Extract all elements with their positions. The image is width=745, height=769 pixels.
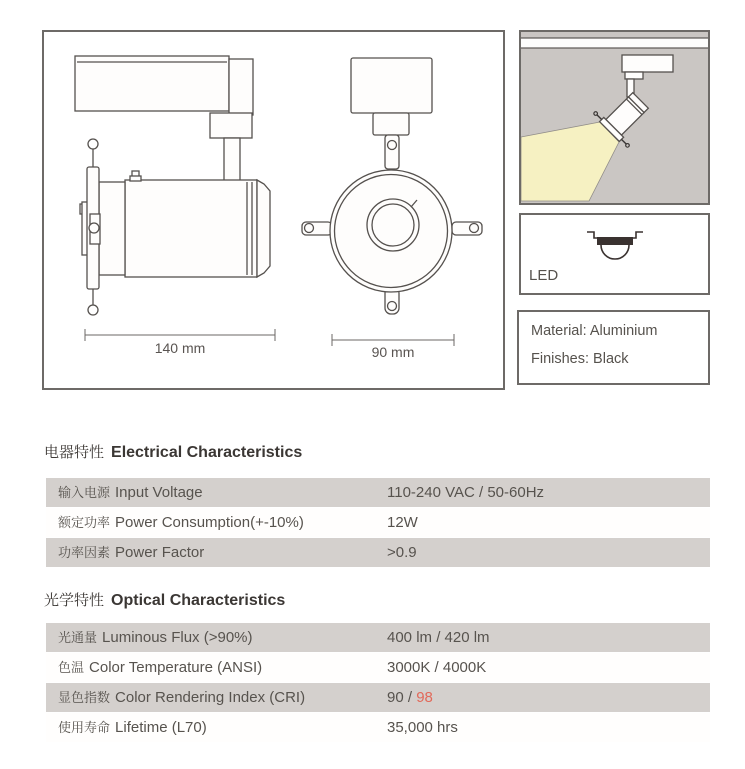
cri-highlight-value: 98 [416, 689, 433, 706]
section-title-zh: 光学特性 [44, 592, 105, 609]
table-row [46, 653, 710, 682]
row-label-zh: 显色指数 [58, 690, 111, 705]
table-row [46, 478, 710, 507]
section-title-en: Optical Characteristics [111, 592, 286, 609]
row-value: 12W [387, 514, 418, 531]
side-view-dimension: 140 mm [154, 340, 206, 356]
finishes-line: Finishes: Black [531, 351, 629, 367]
led-label: LED [529, 267, 559, 284]
technical-drawing-panel [42, 30, 505, 390]
row-value: 3000K / 4000K [387, 659, 487, 676]
front-view-drawing [302, 58, 482, 314]
row-label-en: Power Factor [115, 544, 205, 561]
optical-table [46, 623, 710, 743]
row-label-zh: 输入电源 [58, 485, 111, 500]
material-line: Material: Aluminium [531, 323, 658, 339]
row-label-en: Color Rendering Index (CRI) [115, 689, 306, 706]
table-row [46, 683, 710, 712]
installation-illustration [519, 30, 710, 205]
row-label-zh: 色温 [58, 660, 85, 675]
row-label-zh: 光通量 [58, 630, 98, 645]
row-value: >0.9 [387, 544, 417, 561]
section-title-optical [44, 589, 285, 610]
table-row [46, 538, 710, 567]
section-title-zh: 电器特性 [44, 444, 105, 461]
row-label-en: Luminous Flux (>90%) [102, 629, 253, 646]
led-source-box [519, 213, 710, 295]
row-value: 110-240 VAC / 50-60Hz [387, 484, 545, 501]
side-view-drawing [75, 56, 270, 315]
row-label-zh: 功率因素 [58, 545, 111, 560]
front-view-dimension: 90 mm [371, 344, 415, 360]
section-title-electrical [44, 441, 302, 462]
row-value: 35,000 hrs [387, 719, 458, 736]
material-info-box [517, 310, 710, 385]
row-value: 90 / 98 [387, 689, 433, 706]
table-row [46, 508, 710, 537]
section-title-en: Electrical Characteristics [111, 444, 303, 461]
row-label-zh: 使用寿命 [58, 720, 111, 735]
led-icon [585, 228, 645, 264]
row-value: 400 lm / 420 lm [387, 629, 490, 646]
table-row [46, 713, 710, 742]
track-install-icon [521, 32, 708, 203]
row-label-en: Power Consumption(+-10%) [115, 514, 304, 531]
row-label-en: Input Voltage [115, 484, 203, 501]
row-label-en: Lifetime (L70) [115, 719, 207, 736]
row-label-en: Color Temperature (ANSI) [89, 659, 263, 676]
track-light-drawing [44, 32, 503, 388]
electrical-table [46, 478, 710, 568]
table-row [46, 623, 710, 652]
row-label-zh: 额定功率 [58, 515, 111, 530]
